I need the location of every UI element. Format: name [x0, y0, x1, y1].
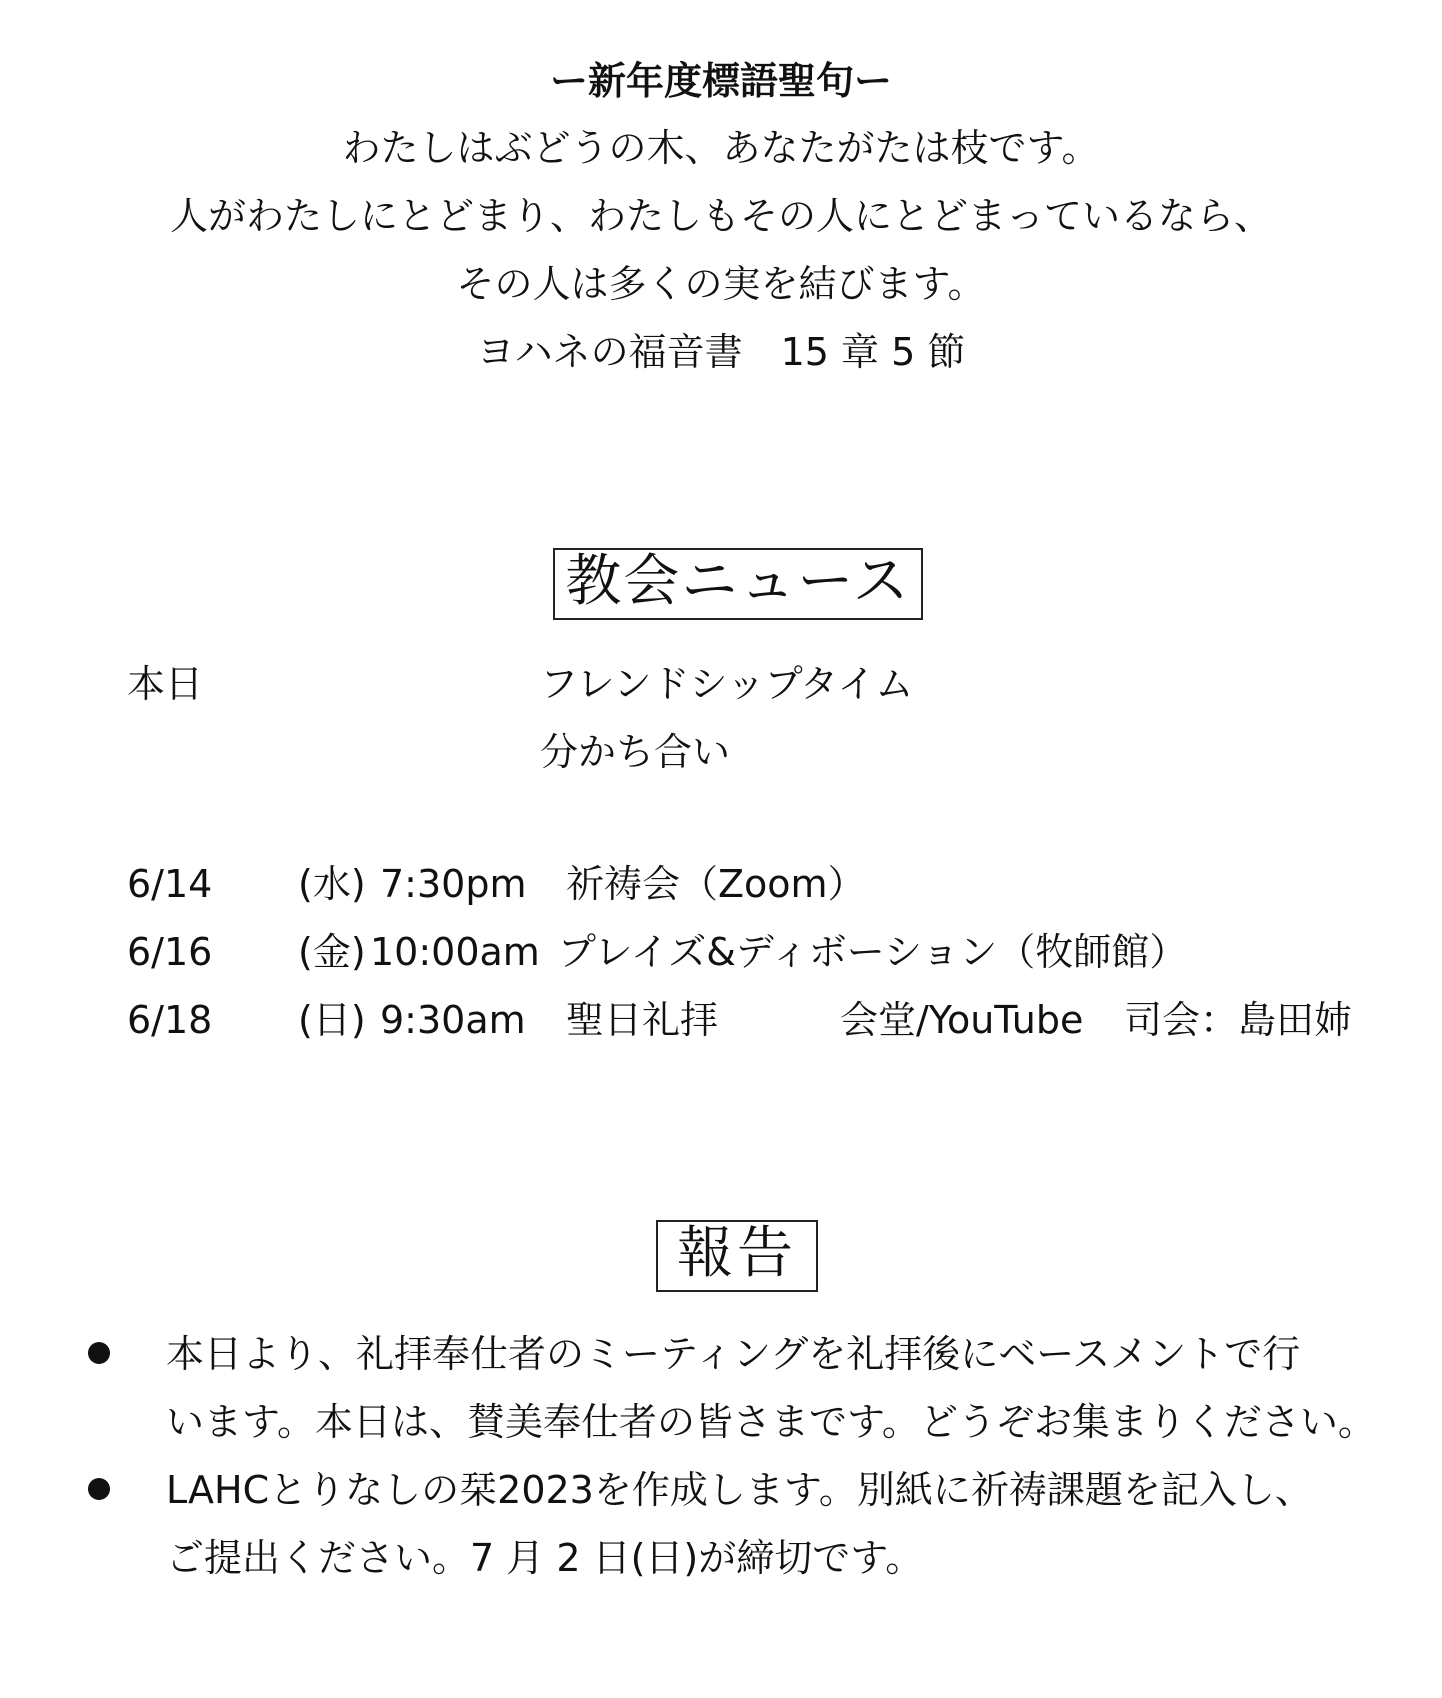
today-item: フレンドシップタイム	[540, 662, 914, 706]
report-item	[0, 1320, 1442, 1456]
today-items	[540, 650, 913, 786]
schedule-row	[0, 918, 1442, 986]
schedule-day: (水)	[298, 862, 366, 906]
verse-reference: ヨハネの福音書 15 章 5 節	[476, 330, 966, 374]
schedule-time: 10:00am	[370, 930, 540, 974]
schedule-time: 9:30am	[380, 998, 526, 1042]
today-item: 分かち合い	[540, 730, 731, 774]
schedule-date: 6/14	[127, 862, 213, 906]
verse-line: その人は多くの実を結びます。	[456, 262, 986, 306]
report-line: 本日より、礼拝奉仕者のミーティングを礼拝後にベースメントで行	[166, 1332, 1301, 1376]
news-heading: 教会ニュース	[553, 548, 923, 620]
report-heading: 報告	[656, 1220, 818, 1292]
report-text	[166, 1456, 1376, 1592]
verse-line: 人がわたしにとどまり、わたしもその人にとどまっているなら、	[169, 194, 1272, 238]
verse-line: わたしはぶどうの木、あなたがたは枝です。	[342, 126, 1100, 170]
report-line: LAHCとりなしの栞2023を作成します。別紙に祈祷課題を記入し、	[166, 1468, 1313, 1512]
schedule-event: 祈祷会（Zoom）	[566, 862, 866, 906]
schedule-date: 6/16	[127, 930, 213, 974]
report-line: います。本日は、賛美奉仕者の皆さまです。どうぞお集まりください。	[166, 1400, 1376, 1444]
schedule-venue: 会堂/YouTube	[840, 998, 1084, 1042]
verse-title: ー新年度標語聖句ー	[549, 59, 892, 103]
schedule-event: 聖日礼拝	[566, 998, 719, 1042]
report-line: ご提出ください。7 月 2 日(日)が締切です。	[166, 1536, 924, 1580]
report-item	[0, 1456, 1442, 1592]
schedule-day: (日)	[298, 998, 366, 1042]
schedule-event: プレイズ&ディボーション（牧師館）	[558, 930, 1188, 974]
bullet-icon	[88, 1342, 110, 1364]
schedule-date: 6/18	[127, 998, 213, 1042]
schedule-day: (金)	[298, 930, 366, 974]
report-text	[166, 1320, 1376, 1456]
schedule-row	[0, 986, 1442, 1054]
schedule-list	[0, 850, 1442, 1054]
today-label: 本日	[127, 662, 204, 706]
schedule-time: 7:30pm	[380, 862, 527, 906]
bullet-icon	[88, 1478, 110, 1500]
schedule-leader: 司会：島田姉	[1124, 998, 1353, 1042]
verse-block	[0, 48, 1442, 386]
schedule-row	[0, 850, 1442, 918]
report-list	[0, 1320, 1442, 1592]
